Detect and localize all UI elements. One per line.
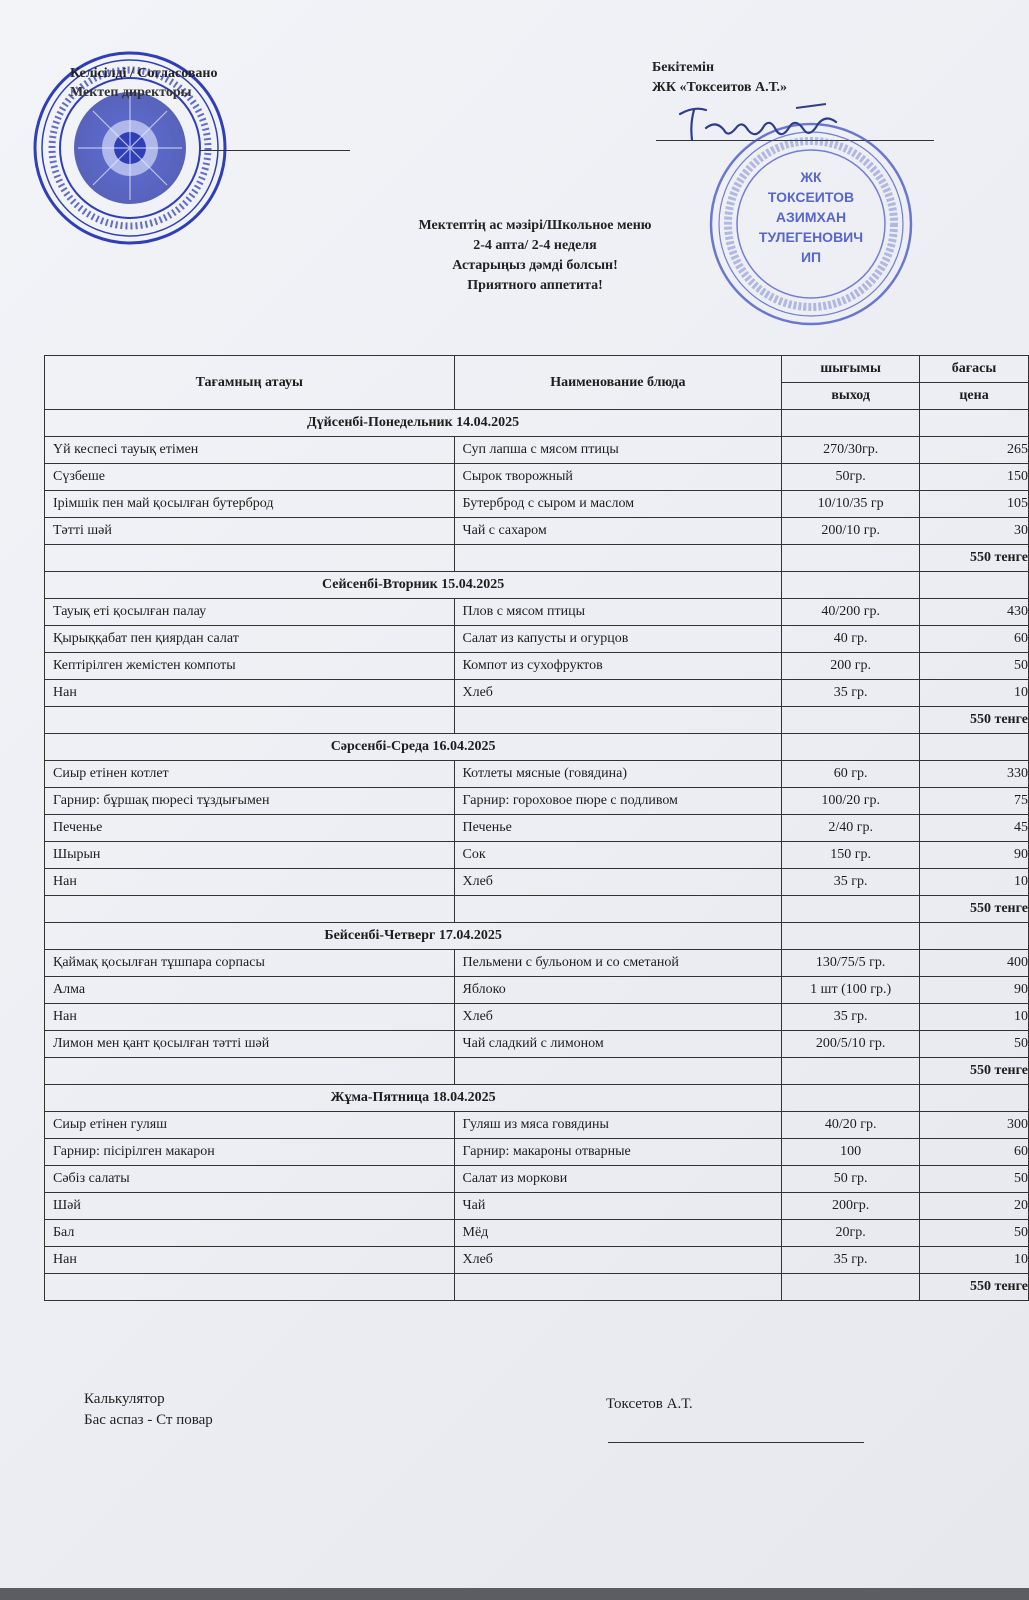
stamp-text-2: ТОКСЕИТОВ (767, 189, 855, 205)
day-header-row (45, 734, 1029, 761)
dish-price: 10 (920, 1004, 1029, 1031)
dish-output: 10/10/35 гр (782, 491, 920, 518)
table-row (45, 599, 1029, 626)
dish-output: 2/40 гр. (782, 815, 920, 842)
dish-name-kz: Нан (45, 1004, 455, 1031)
dish-price: 30 (920, 518, 1029, 545)
dish-price: 75 (920, 788, 1029, 815)
dish-output: 100/20 гр. (782, 788, 920, 815)
day-header-row (45, 572, 1029, 599)
dish-name-ru: Сырок творожный (454, 464, 782, 491)
dish-name-ru: Хлеб (454, 1247, 782, 1274)
day-total: 550 тенге (920, 896, 1029, 923)
dish-name-ru: Мёд (454, 1220, 782, 1247)
dish-output: 100 (782, 1139, 920, 1166)
header-dish-kz: Тағамның атауы (45, 356, 455, 410)
stamp-text-4: ТУЛЕГЕНОВИЧ (758, 229, 864, 245)
dish-name-ru: Чай с сахаром (454, 518, 782, 545)
dish-name-kz: Қырыққабат пен қиярдан салат (45, 626, 455, 653)
dish-name-kz: Ірімшік пен май қосылған бутерброд (45, 491, 455, 518)
dish-price: 330 (920, 761, 1029, 788)
menu-title (330, 216, 740, 296)
day-header-row (45, 1085, 1029, 1112)
dish-name-kz: Сиыр етінен гуляш (45, 1112, 455, 1139)
dish-output: 40/20 гр. (782, 1112, 920, 1139)
dish-name-ru: Пельмени с бульоном и со сметаной (454, 950, 782, 977)
dish-name-kz: Сиыр етінен котлет (45, 761, 455, 788)
dish-price: 50 (920, 653, 1029, 680)
dish-output: 200/10 гр. (782, 518, 920, 545)
menu-title-line4: Приятного аппетита! (467, 278, 603, 293)
dish-output: 60 гр. (782, 761, 920, 788)
day-total: 550 тенге (920, 1274, 1029, 1301)
dish-name-ru: Хлеб (454, 869, 782, 896)
footer-calculator: Калькулятор (84, 1391, 165, 1407)
dish-name-kz: Үй кеспесі тауық етімен (45, 437, 455, 464)
dish-price: 430 (920, 599, 1029, 626)
day-total: 550 тенге (920, 707, 1029, 734)
dish-price: 265 (920, 437, 1029, 464)
dish-price: 90 (920, 842, 1029, 869)
dish-name-kz: Сүзбеше (45, 464, 455, 491)
footer-signer: Токсетов А.Т. (606, 1396, 693, 1412)
table-row (45, 518, 1029, 545)
dish-name-ru: Суп лапша с мясом птицы (454, 437, 782, 464)
dish-name-kz: Гарнир: пісірілген макарон (45, 1139, 455, 1166)
table-row (45, 464, 1029, 491)
dish-name-kz: Нан (45, 1247, 455, 1274)
dish-price: 20 (920, 1193, 1029, 1220)
day-total-row (45, 707, 1029, 734)
stamp-text-5: ИП (800, 249, 822, 265)
dish-name-kz: Бал (45, 1220, 455, 1247)
approval-right (652, 58, 787, 98)
dish-output: 35 гр. (782, 1247, 920, 1274)
dish-output: 150 гр. (782, 842, 920, 869)
dish-output: 1 шт (100 гр.) (782, 977, 920, 1004)
dish-name-ru: Хлеб (454, 1004, 782, 1031)
dish-price: 10 (920, 1247, 1029, 1274)
header-output-kz: шығымы (782, 356, 920, 383)
day-title: Бейсенбі-Четверг 17.04.2025 (45, 923, 782, 950)
table-row (45, 950, 1029, 977)
table-row (45, 626, 1029, 653)
dish-price: 10 (920, 869, 1029, 896)
dish-price: 60 (920, 1139, 1029, 1166)
dish-output: 20гр. (782, 1220, 920, 1247)
table-row (45, 653, 1029, 680)
dish-name-ru: Плов с мясом птицы (454, 599, 782, 626)
dish-name-ru: Хлеб (454, 680, 782, 707)
table-row (45, 491, 1029, 518)
table-row (45, 788, 1029, 815)
dish-name-ru: Гарнир: гороховое пюре с подливом (454, 788, 782, 815)
approval-left (70, 64, 218, 102)
dish-output: 35 гр. (782, 1004, 920, 1031)
dish-name-ru: Яблоко (454, 977, 782, 1004)
dish-output: 40/200 гр. (782, 599, 920, 626)
table-row (45, 977, 1029, 1004)
footer-signature-line (608, 1442, 864, 1443)
dish-name-ru: Сок (454, 842, 782, 869)
dish-name-ru: Печенье (454, 815, 782, 842)
dish-name-kz: Лимон мен қант қосылған тәтті шәй (45, 1031, 455, 1058)
dish-price: 300 (920, 1112, 1029, 1139)
table-row (45, 1220, 1029, 1247)
signature-line-left (200, 150, 350, 151)
dish-name-kz: Шәй (45, 1193, 455, 1220)
dish-name-kz: Қаймақ қосылған тұшпара сорпасы (45, 950, 455, 977)
dish-output: 35 гр. (782, 680, 920, 707)
header-price-ru: цена (920, 383, 1029, 410)
day-total-row (45, 1058, 1029, 1085)
table-row (45, 1031, 1029, 1058)
dish-price: 50 (920, 1031, 1029, 1058)
table-row (45, 437, 1029, 464)
dish-price: 45 (920, 815, 1029, 842)
footer-left (84, 1389, 213, 1431)
dish-price: 150 (920, 464, 1029, 491)
dish-price: 90 (920, 977, 1029, 1004)
dish-price: 50 (920, 1220, 1029, 1247)
dish-name-ru: Гарнир: макароны отварные (454, 1139, 782, 1166)
dish-name-kz: Тауық еті қосылған палау (45, 599, 455, 626)
dish-output: 40 гр. (782, 626, 920, 653)
day-total: 550 тенге (920, 1058, 1029, 1085)
table-row (45, 815, 1029, 842)
stamp-text-1: ЖК (800, 169, 822, 185)
day-total-row (45, 545, 1029, 572)
dish-output: 200гр. (782, 1193, 920, 1220)
dish-output: 200/5/10 гр. (782, 1031, 920, 1058)
table-row (45, 869, 1029, 896)
dish-name-kz: Кептірілген жемістен компоты (45, 653, 455, 680)
day-title: Жұма-Пятница 18.04.2025 (45, 1085, 782, 1112)
dish-output: 130/75/5 гр. (782, 950, 920, 977)
header-output-ru: выход (782, 383, 920, 410)
dish-name-ru: Компот из сухофруктов (454, 653, 782, 680)
table-row (45, 1112, 1029, 1139)
table-row (45, 1247, 1029, 1274)
header-price-kz: бағасы (920, 356, 1029, 383)
day-header-row (45, 410, 1029, 437)
approval-right-line1: Бекітемін (652, 60, 715, 75)
dish-output: 50гр. (782, 464, 920, 491)
dish-price: 50 (920, 1166, 1029, 1193)
table-row (45, 1193, 1029, 1220)
day-title: Дүйсенбі-Понедельник 14.04.2025 (45, 410, 782, 437)
table-row (45, 1139, 1029, 1166)
dish-output: 35 гр. (782, 869, 920, 896)
dish-name-kz: Печенье (45, 815, 455, 842)
approval-left-line1: Келісілді / Согласовано (70, 66, 218, 81)
dish-name-kz: Нан (45, 680, 455, 707)
dish-name-kz: Тәтті шәй (45, 518, 455, 545)
dish-name-kz: Гарнир: бұршақ пюресі тұздығымен (45, 788, 455, 815)
dish-price: 105 (920, 491, 1029, 518)
menu-table (44, 355, 1029, 1301)
table-row (45, 1004, 1029, 1031)
day-total-row (45, 896, 1029, 923)
table-row (45, 761, 1029, 788)
handwritten-signature (676, 100, 846, 148)
dish-name-ru: Гуляш из мяса говядины (454, 1112, 782, 1139)
day-total: 550 тенге (920, 545, 1029, 572)
menu-title-line1: Мектептің ас мәзірі/Школьное меню (418, 218, 652, 233)
dish-name-ru: Чай (454, 1193, 782, 1220)
table-row (45, 1166, 1029, 1193)
dish-price: 400 (920, 950, 1029, 977)
menu-title-line3: Астарыңыз дәмді болсын! (452, 258, 618, 273)
approval-left-line2: Мектеп директоры (70, 85, 192, 100)
dish-name-ru: Котлеты мясные (говядина) (454, 761, 782, 788)
dish-name-ru: Салат из капусты и огурцов (454, 626, 782, 653)
dish-name-kz: Шырын (45, 842, 455, 869)
stamp-text-3: АЗИМХАН (775, 209, 847, 225)
dish-output: 200 гр. (782, 653, 920, 680)
day-header-row (45, 923, 1029, 950)
table-row (45, 680, 1029, 707)
header-dish-ru: Наименование блюда (454, 356, 782, 410)
dish-name-ru: Бутерброд с сыром и маслом (454, 491, 782, 518)
dish-price: 60 (920, 626, 1029, 653)
dish-name-kz: Нан (45, 869, 455, 896)
day-title: Сейсенбі-Вторник 15.04.2025 (45, 572, 782, 599)
day-total-row (45, 1274, 1029, 1301)
dish-output: 270/30гр. (782, 437, 920, 464)
footer-chef: Бас аспаз - Ст повар (84, 1412, 213, 1428)
dish-output: 50 гр. (782, 1166, 920, 1193)
dish-name-kz: Сәбіз салаты (45, 1166, 455, 1193)
dish-name-ru: Салат из моркови (454, 1166, 782, 1193)
menu-title-line2: 2-4 апта/ 2-4 неделя (473, 238, 597, 253)
dish-name-ru: Чай сладкий с лимоном (454, 1031, 782, 1058)
dish-name-kz: Алма (45, 977, 455, 1004)
approval-right-line2: ЖК «Токсеитов А.Т.» (652, 80, 788, 95)
dish-price: 10 (920, 680, 1029, 707)
table-row (45, 842, 1029, 869)
day-title: Сәрсенбі-Среда 16.04.2025 (45, 734, 782, 761)
